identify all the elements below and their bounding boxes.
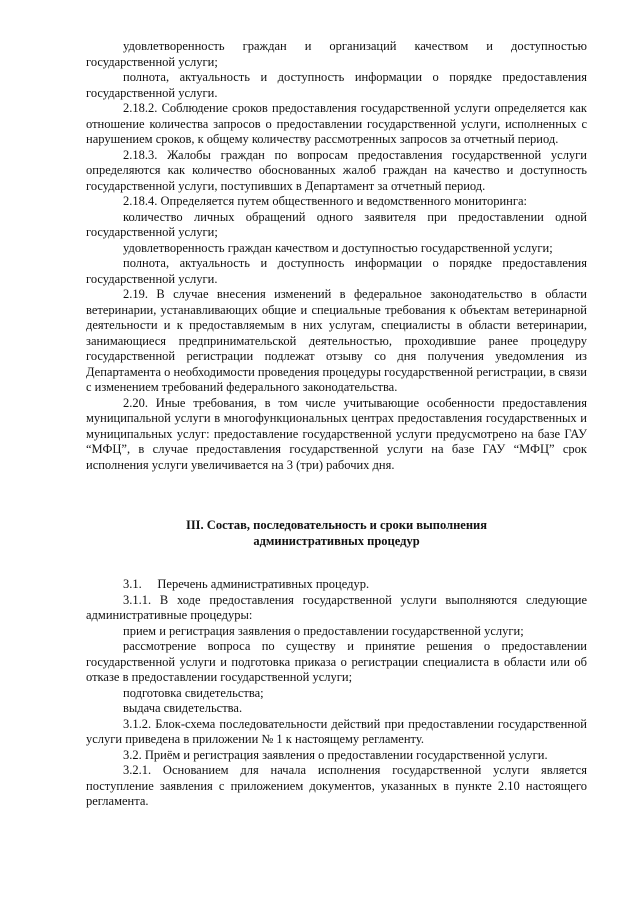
document-body xyxy=(86,39,587,810)
paragraph: выдача свидетельства. xyxy=(123,701,243,715)
section-title-line: административных процедур xyxy=(253,534,420,548)
paragraph: удовлетворенность граждан качеством и доступностью государственной услуги; xyxy=(123,240,553,255)
paragraph: 2.19. В случае внесения изменений в федеральное законодательство в области ветеринарии, устанавливающих общие и специальные требования к объектам ветеринарной деятельности и к предоставляемым в них услугам, специалисты в области ветеринарии, занимающиеся предпринимательской деятельностью, проходившие ранее процедуру государственной регистрации подлежат отзыву со дня получения уведомления из Департамента о необходимости проведения процедуры государственной регистрации, в связи с изменением требований федерального законодательства. xyxy=(86,287,587,394)
paragraph: полнота, актуальность и доступность информации о порядке предоставления государственной услуги. xyxy=(86,70,587,100)
paragraph: удовлетворенность граждан и организаций качеством и доступностью государственной услуги; xyxy=(86,39,587,69)
paragraph: количество личных обращений одного заявителя при предоставлении одной государственной услуги; xyxy=(86,209,587,239)
paragraph: 3.1.2. Блок-схема последовательности действий при предоставлении государственной услуги приведена в приложении № 1 к настоящему регламенту. xyxy=(86,716,587,746)
paragraph: 2.18.2. Соблюдение сроков предоставления государственной услуги определяется как отношение количества запросов о предоставлении государственной услуги, исполненных с нарушением сроков, к общему количеству рассмотренных запросов за отчетный период. xyxy=(86,101,587,146)
paragraph: 2.18.3. Жалобы граждан по вопросам предоставления государственной услуги определяются как количество обоснованных жалоб граждан на качество и доступность государственной услуги, поступивших в Департамент за отчетный период. xyxy=(86,147,587,193)
paragraph: 2.18.4. Определяется путем общественного и ведомственного мониторинга: xyxy=(123,194,527,208)
section-title-line: III. Состав, последовательность и сроки выполнения xyxy=(185,518,488,532)
paragraph: прием и регистрация заявления о предоставлении государственной услуги; xyxy=(123,623,524,638)
paragraph: 3.2. Приём и регистрация заявления о предоставлении государственной услуги. xyxy=(123,747,548,762)
paragraph: 2.20. Иные требования, в том числе учитывающие особенности предоставления муниципальной услуги в многофункциональных центрах предоставления государственных и муниципальных услуг: предоставление государственной услуги предусмотрено на базе ГАУ “МФЦ”, в случае предоставления государственной услуги на базе ГАУ “МФЦ” срок исполнения услуги увеличивается на 3 (три) рабочих дня. xyxy=(86,395,587,472)
paragraph: полнота, актуальность и доступность информации о порядке предоставления государственной услуги. xyxy=(86,256,587,286)
paragraph: 3.1.1. В ходе предоставления государственной услуги выполняются следующие административные процедуры: xyxy=(86,592,587,622)
paragraph: рассмотрение вопроса по существу и принятие решения о предоставлении государственной услуги и подготовка приказа о регистрации специалиста в области или об отказе в предоставлении государственной услуги; xyxy=(86,639,587,684)
paragraph: 3.2.1. Основанием для начала исполнения государственной услуги является поступление заявления с приложением документов, указанных в пункте 2.10 настоящего регламента. xyxy=(86,763,587,808)
paragraph: 3.1. Перечень административных процедур. xyxy=(123,577,370,591)
paragraph: подготовка свидетельства; xyxy=(123,685,264,700)
section-title xyxy=(86,517,587,549)
